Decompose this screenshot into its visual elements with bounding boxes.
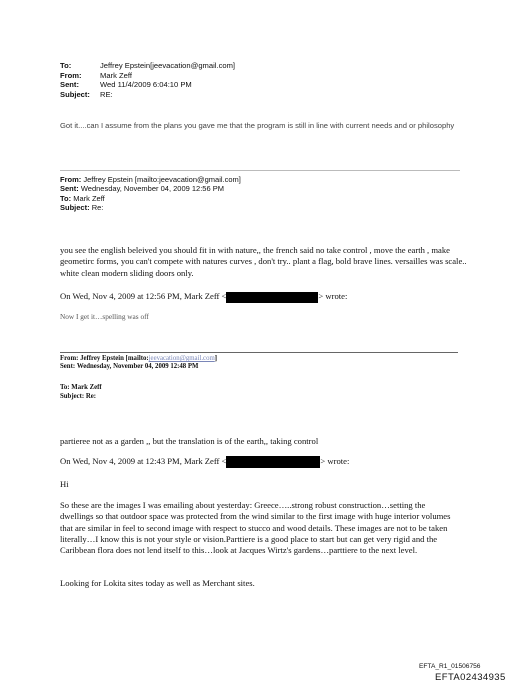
from-label: From: (60, 70, 82, 80)
quoted2-subject-label: Subject: (60, 392, 85, 400)
quoted-from-label: From: (60, 175, 82, 184)
quoted-to-value: Mark Zeff (73, 193, 105, 203)
quoted2-sent-row (60, 363, 217, 371)
footer-id-1: EFTA_R1_01506756 (419, 663, 481, 670)
quoted2-to-label: To: (60, 384, 70, 391)
quoted2-sent-label: Sent: (60, 363, 76, 371)
quoted-subject-row (60, 203, 241, 212)
subject-value: RE: (100, 89, 113, 99)
quoted-from-value: Jeffrey Epstein [mailto:jeevacation@gmail.com] (83, 175, 241, 184)
quoted-header-2 (60, 355, 217, 372)
message-paragraph: So these are the images I was emailing about yesterday: Greece…..strong robust construction…setting the dwellings so that outdoor space was protected from the wind similar to the first image with huge interior volumes that are similar in feel to second image with respect to stucco and wood details. These images are not to be taken literally…I know this is not your style or vision.Parttiere is a good place to start but can get very rigid and the Caribbean flora does not lend itself to this…look at Jacques Wirtz's gardens…parttiere to the next level. (60, 500, 451, 556)
quoted-sent-value: Wednesday, November 04, 2009 12:56 PM (80, 184, 224, 194)
quoted-to-row (60, 194, 241, 203)
to-label: To: (60, 61, 72, 70)
quoted2-from-close: ] (214, 355, 218, 362)
quoted-body-2: partieree not as a garden ,, but the translation is of the earth,, taking control (60, 436, 319, 446)
wrote-prefix-1: On Wed, Nov 4, 2009 at 12:56 PM, Mark Zeff < (60, 291, 227, 301)
to-row (60, 61, 235, 71)
sent-row (60, 80, 235, 90)
quoted-header-1 (60, 175, 241, 212)
quoted2-from-name: Jeffrey Epstein [mailto: (80, 355, 149, 362)
sent-value: Wed 11/4/2009 6:04:10 PM (100, 80, 192, 90)
quoted-to-label: To: (60, 193, 72, 203)
wrote-suffix-1: > wrote: (318, 291, 348, 301)
wrote-line-1 (60, 291, 347, 303)
quoted2-from-label: From: (60, 355, 79, 362)
quoted-sent-label: Sent: (60, 184, 79, 194)
quoted-subject-label: Subject: (60, 202, 90, 212)
subject-label: Subject: (60, 89, 90, 99)
quoted2-from-row (60, 355, 217, 363)
quoted2-subject-row (60, 393, 102, 402)
wrote-line-2 (60, 456, 349, 468)
quoted2-sent-value: Wednesday, November 04, 2009 12:48 PM (76, 363, 199, 371)
quoted-body-1: you see the english beleived you should fit in with nature,, the french said no take control , move the earth , make geometirc forms, you can't compete with natures curves , don't try.. plant a flag, bold brave lines. versailles was scale.. white clean modern sliding doors only. (60, 245, 467, 278)
redaction-box-1 (226, 292, 318, 303)
email-link[interactable]: jeevacation@gmail.com (148, 355, 215, 362)
subject-row (60, 90, 235, 100)
footer-id-2: EFTA02434935 (435, 672, 506, 683)
reply-text: Got it....can I assume from the plans you gave me that the program is still in line with current needs and or philosophy (60, 121, 455, 130)
quoted2-to-row (60, 384, 102, 393)
quoted-from-row (60, 175, 241, 184)
quoted-reply: Now I get it…spelling was off (60, 312, 149, 321)
sent-label: Sent: (60, 80, 79, 90)
quoted2-subject-value: Re: (85, 392, 97, 400)
from-value: Mark Zeff (100, 70, 132, 80)
from-row (60, 71, 235, 81)
divider (60, 352, 458, 353)
wrote-suffix-2: > wrote: (320, 456, 350, 466)
wrote-prefix-2: On Wed, Nov 4, 2009 at 12:43 PM, Mark Zeff < (60, 456, 227, 466)
quoted2-to-value: Mark Zeff (71, 384, 102, 391)
quoted-subject-value: Re: (91, 202, 104, 212)
email-header (60, 61, 235, 99)
closing-line: Looking for Lokita sites today as well as Merchant sites. (60, 578, 255, 588)
redaction-box-2 (226, 456, 320, 468)
quoted-header-2b (60, 384, 102, 401)
quoted-sent-row (60, 184, 241, 193)
greeting: Hi (60, 479, 69, 489)
divider (60, 170, 460, 171)
to-value: Jeffrey Epstein[jeevacation@gmail.com] (100, 61, 236, 70)
